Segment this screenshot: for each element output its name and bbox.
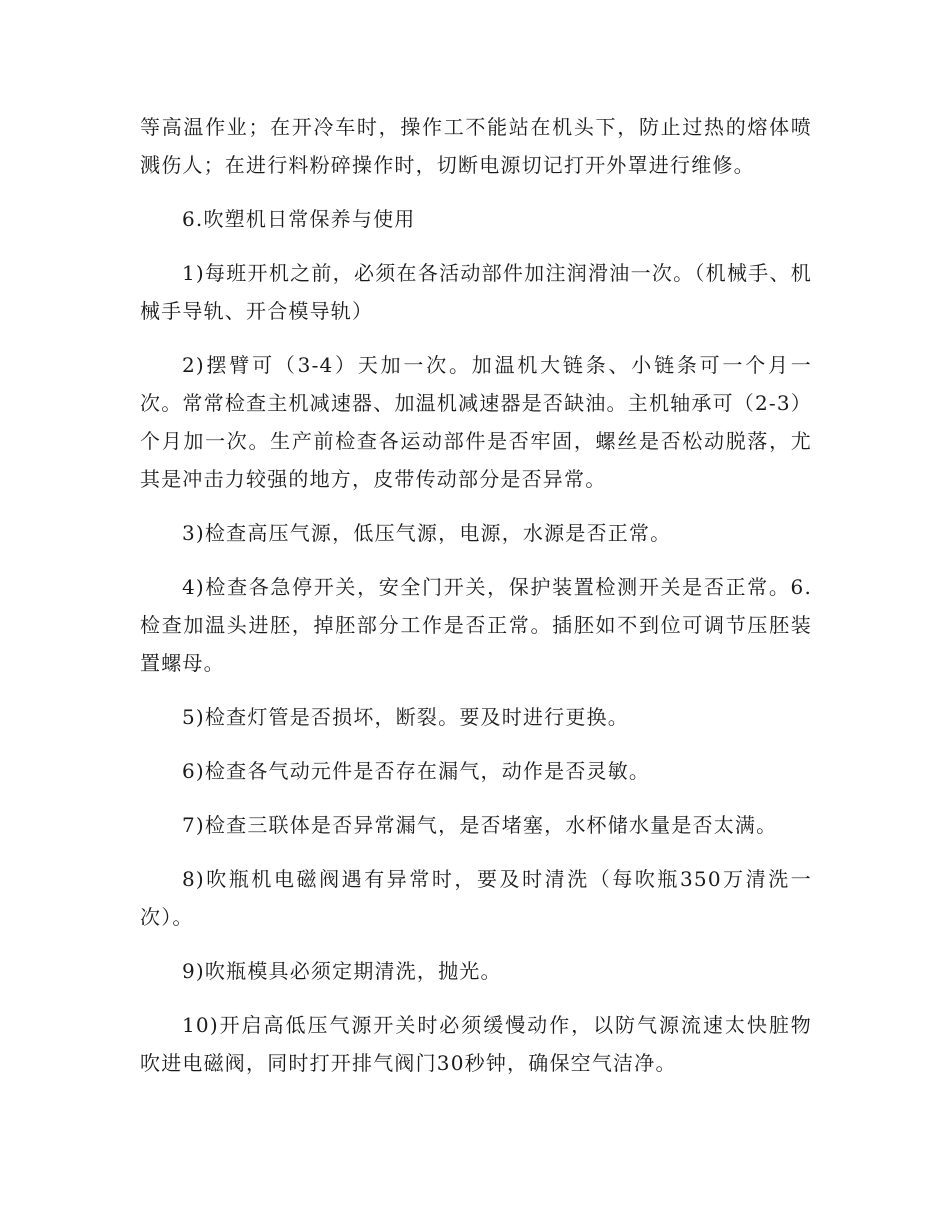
list-item-10: 10)开启高低压气源开关时必须缓慢动作，以防气源流速太快脏物吹进电磁阀，同时打开排气阀门30秒钟，确保空气洁净。 <box>140 1013 812 1075</box>
section-heading-blow-molding-maintenance: 6.吹塑机日常保养与使用 <box>182 207 416 231</box>
list-item-5: 5)检查灯管是否损坏，断裂。要及时进行更换。 <box>182 705 629 729</box>
paragraph-continuation: 等高温作业；在开冷车时，操作工不能站在机头下，防止过热的熔体喷溅伤人；在进行料粉碎操作时，切断电源切记打开外罩进行维修。 <box>140 115 812 177</box>
list-item-9: 9)吹瓶模具必须定期清洗，抛光。 <box>182 959 502 983</box>
document-body <box>140 108 812 1098</box>
list-item-3: 3)检查高压气源，低压气源，电源，水源是否正常。 <box>182 521 672 545</box>
list-item-1: 1)每班开机之前，必须在各活动部件加注润滑油一次。（机械手、机械手导轨、开合模导轨） <box>140 261 812 323</box>
list-item-7: 7)检查三联体是否异常漏气，是否堵塞，水杯储水量是否太满。 <box>182 813 778 837</box>
list-item-8: 8)吹瓶机电磁阀遇有异常时，要及时清洗（每吹瓶350万清洗一次）。 <box>140 867 812 929</box>
list-item-4: 4)检查各急停开关，安全门开关，保护装置检测开关是否正常。6.检查加温头进胚，掉胚部分工作是否正常。插胚如不到位可调节压胚装置螺母。 <box>140 575 812 675</box>
list-item-6: 6)检查各气动元件是否存在漏气，动作是否灵敏。 <box>182 759 651 783</box>
list-item-2: 2)摆臂可（3-4）天加一次。加温机大链条、小链条可一个月一次。常常检查主机减速器、加温机减速器是否缺油。主机轴承可（2-3）个月加一次。生产前检查各运动部件是否牢固，螺丝是否松动脱落，尤其是冲击力较强的地方，皮带传动部分是否异常。 <box>140 353 812 491</box>
